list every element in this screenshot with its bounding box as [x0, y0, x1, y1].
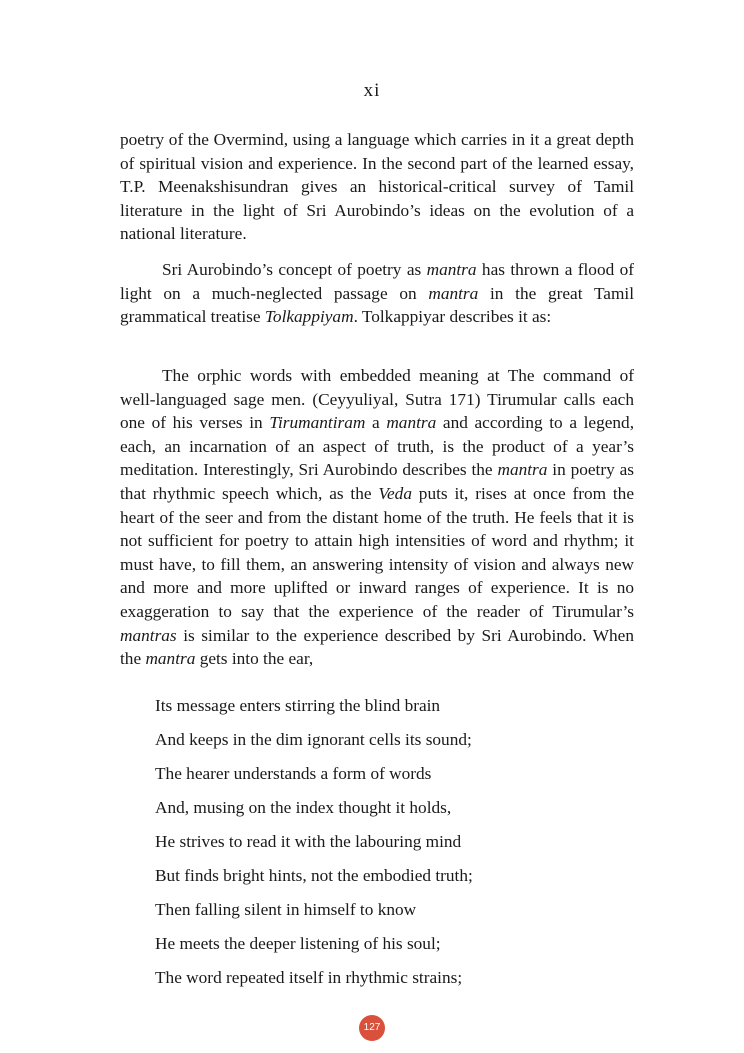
- poem-line: Its message enters stirring the blind brain: [155, 696, 441, 715]
- italic-term: Tolkappiyam: [264, 307, 354, 327]
- italic-term: Tirumantiram: [269, 413, 366, 433]
- text-segment: . Tolkappiyar describes it as:: [353, 307, 552, 327]
- italic-term: mantra: [428, 283, 479, 303]
- poem-line: And, musing on the index thought it holds,: [155, 798, 452, 817]
- poem-block: [155, 694, 595, 1000]
- folio-badge: 127: [359, 1015, 385, 1041]
- text-segment: in the great Tamil grammatical treatise: [120, 283, 635, 327]
- text-segment: poetry of the Overmind, using a language which carries in it a great depth of spiritual vision and experience. In the second part of the learned essay, T.P. Meenakshisundran gives an historical-critical survey of Tamil literature in the light of Sri Aurobindo’s ideas on the evolution of a national literature.: [120, 130, 634, 244]
- text-segment: a: [365, 413, 387, 433]
- paragraph-3: [120, 364, 634, 671]
- text-segment: The orphic words with embedded meaning at The command of well-languaged sage men. (Ceyyuliyal, Sutra 171) Tirumular calls each one of his verses in: [120, 366, 634, 433]
- text-segment: is similar to the experience described by Sri Aurobindo. When the: [120, 625, 634, 669]
- italic-term: Veda: [378, 483, 412, 503]
- text-segment: in poetry as that rhythmic speech which, as the: [120, 460, 634, 503]
- poem-line: He meets the deeper listening of his soul;: [155, 934, 441, 953]
- poem-line: He strives to read it with the labouring mind: [155, 832, 462, 851]
- text-segment: has thrown a flood of light on a much-neglected passage on: [120, 260, 635, 303]
- italic-term: mantra: [497, 460, 548, 480]
- italic-term: mantra: [426, 260, 477, 279]
- text-segment: gets into the ear,: [195, 649, 314, 669]
- page-roman-number: xi: [363, 80, 381, 101]
- poem-line: The word repeated itself in rhythmic strains;: [155, 968, 463, 987]
- poem-line: But finds bright hints, not the embodied truth;: [155, 866, 473, 885]
- italic-term: mantras: [120, 625, 177, 645]
- text-segment: Sri Aurobindo’s concept of poetry as: [162, 260, 427, 279]
- poem-line: Then falling silent in himself to know: [155, 900, 417, 919]
- italic-term: mantra: [386, 413, 437, 433]
- paragraph-2: [120, 258, 634, 329]
- poem-line: The hearer understands a form of words: [155, 764, 432, 783]
- italic-term: mantra: [145, 649, 196, 669]
- text-segment: and according to a legend, each, an incarnation of an aspect of truth, is the product of a year’s meditation. Interestingly, Sri Aurobindo describes the: [120, 413, 635, 480]
- text-segment: puts it, rises at once from the heart of the seer and from the distant home of the truth. He feels that it is not sufficient for poetry to attain high intensities of word and rhythm; it must have, to fill them, an answering intensity of vision and always new and more and more uplifted or inward ranges of experience. It is no exaggeration to say that the experience of the reader of Tirumular’s: [120, 483, 634, 621]
- paragraph-1: [120, 128, 634, 246]
- poem-line: And keeps in the dim ignorant cells its sound;: [155, 730, 472, 749]
